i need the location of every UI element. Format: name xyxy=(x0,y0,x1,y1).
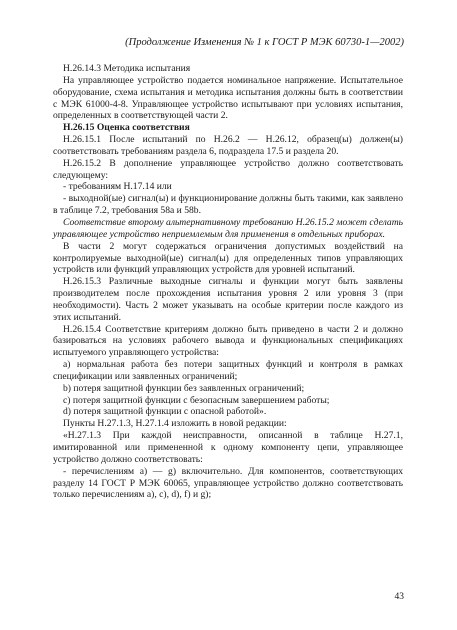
paragraph: Пункты Н.27.1.3, Н.27.1.4 изложить в новой редакции: xyxy=(63,418,287,430)
paragraph: В части 2 могут содержаться ограничения допустимых воздействий на контролируемые выходной(ые) сигнал(ы) для определенных типов управляющих устройств или функций управляющих устройств для уровней испытаний. xyxy=(53,240,403,276)
clause-heading: Н.26.15 Оценка соответствия xyxy=(63,122,190,134)
note-paragraph: Соответствие второму альтернативному требованию Н.26.15.2 может сделать управляющее устройство неприемлемым для применения в отдельных приборах. xyxy=(53,216,403,240)
paragraph: «Н.27.1.3 При каждой неисправности, описанной в таблице Н.27.1, имитированной или примененной к одному компоненту цепи, управляющее устройство должно соответствовать: xyxy=(53,430,403,465)
list-item: - требованиям Н.17.14 или xyxy=(63,181,172,193)
list-item: b) потеря защитной функции без заявленных ограничений; xyxy=(63,382,305,394)
paragraph: Н.26.15.2 В дополнение управляющее устройство должно соответствовать следующему: xyxy=(53,157,403,181)
paragraph: Н.26.15.4 Соответствие критериям должно быть приведено в части 2 и должно базироваться на условиях рабочего вывода и функциональных спецификациях испытуемого управляющего устройства: xyxy=(53,323,403,359)
list-item: a) нормальная работа без потери защитных функций и контроля в рамках спецификации или заявленных ограничений; xyxy=(53,359,403,382)
paragraph: На управляющее устройство подается номинальное напряжение. Испытательное оборудование, схема испытания и методика испытания должны быть в соответствии с МЭК 61000-4-8. Управляющее устройство испытывают при условиях испытания, определенных в соответствующей части 2. xyxy=(53,74,403,122)
paragraph: Н.26.15.3 Различные выходные сигналы и функции могут быть заявлены производителем после прохождения испытания уровня 2 или уровня 3 (при необходимости). Часть 2 может указывать на особые критерии после каждого из этих испытаний. xyxy=(53,276,403,323)
paragraph: Н.26.15.1 После испытаний по Н.26.2 — Н.26.12, образец(ы) должен(ы) соответствовать требованиям раздела 6, подраздела 17.5 и раздела 20. xyxy=(53,134,403,157)
subclause-heading: Н.26.14.3 Методика испытания xyxy=(63,63,191,74)
list-item: - перечислениям a) — g) включительно. Для компонентов, соответствующих разделу 14 ГОСТ Р МЭК 60065, управляющее устройство должно соответствовать только перечислениям a), c), d), f) и g); xyxy=(53,465,403,501)
page-number: 43 xyxy=(394,592,404,602)
list-item: d) потеря защитной функции с опасной работой». xyxy=(63,406,267,418)
document-body xyxy=(53,63,403,501)
list-item: - выходной(ые) сигнал(ы) и функционирование должны быть такими, как заявлено в таблице 7.2, требования 58a и 58b. xyxy=(53,193,403,217)
list-item: c) потеря защитной функции с безопасным завершением работы; xyxy=(63,394,330,406)
running-header: (Продолжение Изменения № 1 к ГОСТ Р МЭК 60730-1—2002) xyxy=(125,37,404,48)
